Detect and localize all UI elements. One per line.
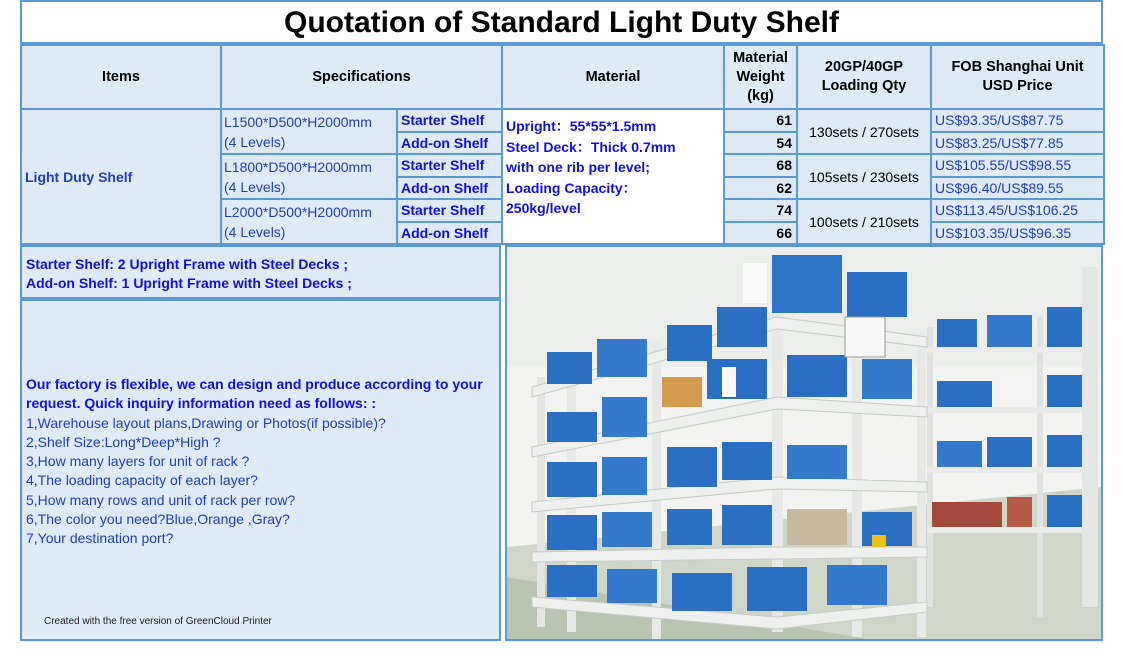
weight-value: 74: [724, 199, 797, 222]
shelf-kind: Add-on Shelf: [397, 132, 502, 155]
list-item: 1,Warehouse layout plans,Drawing or Photos(if possible)?: [26, 414, 386, 431]
shelf-illustration: [507, 247, 1101, 639]
shelf-kind: Add-on Shelf: [397, 177, 502, 200]
inquiry-list: [26, 414, 495, 549]
price-value: US$93.35/US$87.75: [931, 109, 1104, 132]
weight-value: 54: [724, 132, 797, 155]
shelf-kind: Starter Shelf: [397, 154, 502, 177]
weight-value: 68: [724, 154, 797, 177]
loading-qty: 105sets / 230sets: [797, 154, 931, 199]
price-value: US$96.40/US$89.55: [931, 177, 1104, 200]
header-items: Items: [21, 45, 221, 109]
weight-value: 61: [724, 109, 797, 132]
material-capacity-value: 250kg/level: [506, 200, 581, 216]
shelf-kind: Add-on Shelf: [397, 222, 502, 245]
inquiry-info: [20, 299, 501, 641]
loading-qty: 130sets / 270sets: [797, 109, 931, 154]
price-value: US$105.55/US$98.55: [931, 154, 1104, 177]
price-value: US$83.25/US$77.85: [931, 132, 1104, 155]
spec-dimensions: L1500*D500*H2000mm: [224, 113, 372, 130]
quotation-sheet: [20, 0, 1103, 641]
weight-value: 62: [724, 177, 797, 200]
spec-size: [221, 154, 397, 199]
list-item: 2,Shelf Size:Long*Deep*High ?: [26, 433, 221, 450]
shelf-type-notes: [20, 245, 501, 299]
list-item: 7,Your destination port?: [26, 530, 174, 547]
spec-levels: (4 Levels): [224, 133, 286, 150]
item-name: Light Duty Shelf: [21, 109, 221, 244]
loading-qty: 100sets / 210sets: [797, 199, 931, 244]
header-material: Material: [502, 45, 724, 109]
list-item: 6,The color you need?Blue,Orange ,Gray?: [26, 511, 290, 528]
header-weight: Material Weight (kg): [724, 45, 797, 109]
material-rib: with one rib per level;: [506, 159, 650, 175]
spec-size: [221, 109, 397, 154]
weight-value: 66: [724, 222, 797, 245]
warehouse-shelf-photo: [505, 245, 1103, 641]
list-item: 3,How many layers for unit of rack ?: [26, 453, 250, 470]
header-loading: 20GP/40GP Loading Qty: [797, 45, 931, 109]
shelf-kind: Starter Shelf: [397, 199, 502, 222]
header-specifications: Specifications: [221, 45, 502, 109]
spec-dimensions: L1800*D500*H2000mm: [224, 158, 372, 175]
list-item: 5,How many rows and unit of rack per row?: [26, 491, 296, 508]
material-deck: Steel Deck：Thick 0.7mm: [506, 138, 676, 155]
material-description: [502, 109, 724, 244]
inquiry-lead: Our factory is flexible, we can design and produce according to your request. Quick inquiry information need as follows: :: [26, 376, 483, 412]
shelf-kind: Starter Shelf: [397, 109, 502, 132]
page-title: Quotation of Standard Light Duty Shelf: [20, 0, 1103, 44]
quotation-table: [20, 44, 1105, 245]
spec-size: [221, 199, 397, 244]
header-row: [21, 45, 1104, 109]
material-capacity-label: Loading Capacity：: [506, 179, 637, 196]
footer-watermark: Created with the free version of GreenCloud Printer: [44, 615, 272, 627]
spec-levels: (4 Levels): [224, 223, 286, 240]
spec-levels: (4 Levels): [224, 178, 286, 195]
material-upright: Upright：55*55*1.5mm: [506, 118, 657, 134]
price-value: US$113.45/US$106.25: [931, 199, 1104, 222]
header-price: FOB Shanghai Unit USD Price: [931, 45, 1104, 109]
table-row: [21, 109, 1104, 132]
list-item: 4,The loading capacity of each layer?: [26, 472, 258, 489]
starter-shelf-note: Starter Shelf: 2 Upright Frame with Steel Decks ;: [26, 256, 349, 272]
price-value: US$103.35/US$96.35: [931, 222, 1104, 245]
spec-dimensions: L2000*D500*H2000mm: [224, 203, 372, 220]
addon-shelf-note: Add-on Shelf: 1 Upright Frame with Steel Decks ;: [26, 275, 352, 291]
